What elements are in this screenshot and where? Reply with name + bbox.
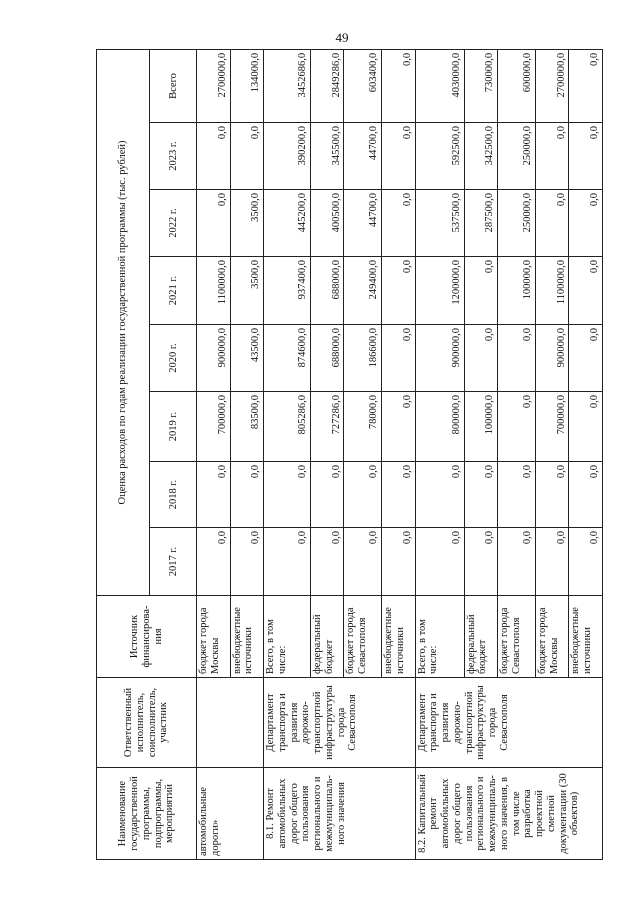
year-value-cell: 0,0 [382,528,415,596]
year-value-cell: 900000,0 [197,325,230,392]
header-source: Источник финансирова-ния [97,596,197,678]
funding-source-cell: Всего, в том числе: [415,596,464,678]
year-value-cell: 44700,0 [344,190,382,257]
total-value-cell: 3452686,0 [264,49,311,122]
year-value-cell: 83500,0 [230,392,263,462]
activity-name-cell: 8.1. Ремонт автомобильных дорог общего пользования регионального и межмуниципаль-ного значения [264,768,416,860]
year-value-cell: 186600,0 [344,325,382,392]
year-value-cell: 1100000,0 [197,257,230,325]
year-value-cell: 0,0 [569,462,603,528]
year-value-cell: 592500,0 [415,123,464,190]
header-year: 2022 г. [150,190,197,257]
header-year: 2020 г. [150,325,197,392]
year-value-cell: 0,0 [569,528,603,596]
year-value-cell: 0,0 [569,257,603,325]
header-year: 2017 г. [150,528,197,596]
year-value-cell: 874600,0 [264,325,311,392]
year-value-cell: 1100000,0 [536,257,569,325]
total-value-cell: 4030000,0 [415,49,464,122]
funding-source-cell: Всего, в том числе: [264,596,311,678]
year-value-cell: 0,0 [197,462,230,528]
year-value-cell: 0,0 [536,123,569,190]
year-value-cell: 0,0 [230,123,263,190]
year-value-cell: 0,0 [382,190,415,257]
total-value-cell: 730000,0 [464,49,497,122]
header-row [97,49,150,859]
year-value-cell: 0,0 [310,528,343,596]
header-year: 2023 г. [150,123,197,190]
year-value-cell: 0,0 [382,257,415,325]
year-value-cell: 0,0 [569,190,603,257]
year-value-cell: 0,0 [498,462,536,528]
executor-cell: Департамент транспорта и развития дорожно-транспортной инфраструктуры города Севастополя [415,678,602,768]
budget-table [96,49,603,860]
year-value-cell: 0,0 [569,123,603,190]
header-total: Всего [150,49,197,122]
year-value-cell: 0,0 [382,123,415,190]
year-value-cell: 0,0 [415,462,464,528]
year-value-cell: 1200000,0 [415,257,464,325]
year-value-cell: 100000,0 [498,257,536,325]
year-value-cell: 0,0 [310,462,343,528]
year-value-cell: 937400,0 [264,257,311,325]
year-value-cell: 0,0 [382,462,415,528]
year-value-cell: 100000,0 [464,392,497,462]
year-value-cell: 700000,0 [536,392,569,462]
year-value-cell: 287500,0 [464,190,497,257]
table-row [264,49,311,859]
year-value-cell: 0,0 [382,392,415,462]
year-value-cell: 0,0 [536,462,569,528]
funding-source-cell: внебюджетные источники [230,596,263,678]
funding-source-cell: бюджет города Севастополя [498,596,536,678]
funding-source-cell: бюджет города Москвы [536,596,569,678]
table-body [97,49,603,859]
year-value-cell: 0,0 [464,325,497,392]
year-value-cell: 688000,0 [310,257,343,325]
year-value-cell: 250000,0 [498,190,536,257]
year-value-cell: 249400,0 [344,257,382,325]
year-value-cell: 78000,0 [344,392,382,462]
year-value-cell: 3500,0 [230,190,263,257]
year-value-cell: 0,0 [230,528,263,596]
year-value-cell: 0,0 [344,528,382,596]
total-value-cell: 2700000,0 [536,49,569,122]
year-value-cell: 43500,0 [230,325,263,392]
rotated-table-container [96,50,603,860]
table-row [415,49,464,859]
year-value-cell: 0,0 [264,462,311,528]
funding-source-cell: внебюджетные источники [569,596,603,678]
table-row [197,49,230,859]
total-value-cell: 603400,0 [344,49,382,122]
header-year: 2018 г. [150,462,197,528]
year-value-cell: 800000,0 [415,392,464,462]
funding-source-cell: внебюджетные источники [382,596,415,678]
year-value-cell: 900000,0 [415,325,464,392]
year-value-cell: 0,0 [569,392,603,462]
year-value-cell: 0,0 [415,528,464,596]
year-value-cell: 900000,0 [536,325,569,392]
year-value-cell: 0,0 [464,528,497,596]
year-value-cell: 688000,0 [310,325,343,392]
page-number: 49 [335,30,349,45]
year-value-cell: 0,0 [197,190,230,257]
year-value-cell: 0,0 [197,123,230,190]
header-executor: Ответственный исполнитель, соисполнитель, участник [97,678,197,768]
year-value-cell: 700000,0 [197,392,230,462]
header-name: Наименование государственной программы, подпрограммы, мероприятий [97,768,197,860]
year-value-cell: 0,0 [382,325,415,392]
year-value-cell: 0,0 [498,528,536,596]
header-year: 2021 г. [150,257,197,325]
year-value-cell: 345500,0 [310,123,343,190]
activity-name-cell: автомобильные дороги» [197,768,264,860]
total-value-cell: 0,0 [569,49,603,122]
header-year: 2019 г. [150,392,197,462]
year-value-cell: 44700,0 [344,123,382,190]
total-value-cell: 2849286,0 [310,49,343,122]
year-value-cell: 342500,0 [464,123,497,190]
year-value-cell: 0,0 [536,528,569,596]
year-value-cell: 250000,0 [498,123,536,190]
year-value-cell: 805286,0 [264,392,311,462]
funding-source-cell: бюджет города Москвы [197,596,230,678]
year-value-cell: 537500,0 [415,190,464,257]
funding-source-cell: федеральный бюджет [464,596,497,678]
year-value-cell: 0,0 [569,325,603,392]
activity-name-cell: 8.2. Капитальный ремонт автомобильных дорог общего пользования регионального и межмуниципаль-ного значения, в том числе разработка проектной сметной документации (30 объектов) [415,768,602,860]
year-value-cell: 0,0 [536,190,569,257]
header-estimate: Оценка расходов по годам реализации государственной программы (тыс. рублей) [97,49,150,595]
total-value-cell: 2700000,0 [197,49,230,122]
year-value-cell: 0,0 [464,462,497,528]
total-value-cell: 134000,0 [230,49,263,122]
year-value-cell: 445200,0 [264,190,311,257]
total-value-cell: 0,0 [382,49,415,122]
year-value-cell: 400500,0 [310,190,343,257]
year-value-cell: 727286,0 [310,392,343,462]
funding-source-cell: бюджет города Севастополя [344,596,382,678]
year-value-cell: 0,0 [264,528,311,596]
year-value-cell: 0,0 [464,257,497,325]
year-value-cell: 3500,0 [230,257,263,325]
funding-source-cell: федеральный бюджет [310,596,343,678]
year-value-cell: 0,0 [498,325,536,392]
year-value-cell: 0,0 [344,462,382,528]
year-value-cell: 390200,0 [264,123,311,190]
year-value-cell: 0,0 [498,392,536,462]
year-value-cell: 0,0 [197,528,230,596]
total-value-cell: 600000,0 [498,49,536,122]
executor-cell: Департамент транспорта и развития дорожно-транспортной инфраструктуры города Севастополя [264,678,416,768]
year-value-cell: 0,0 [230,462,263,528]
executor-cell [197,678,264,768]
